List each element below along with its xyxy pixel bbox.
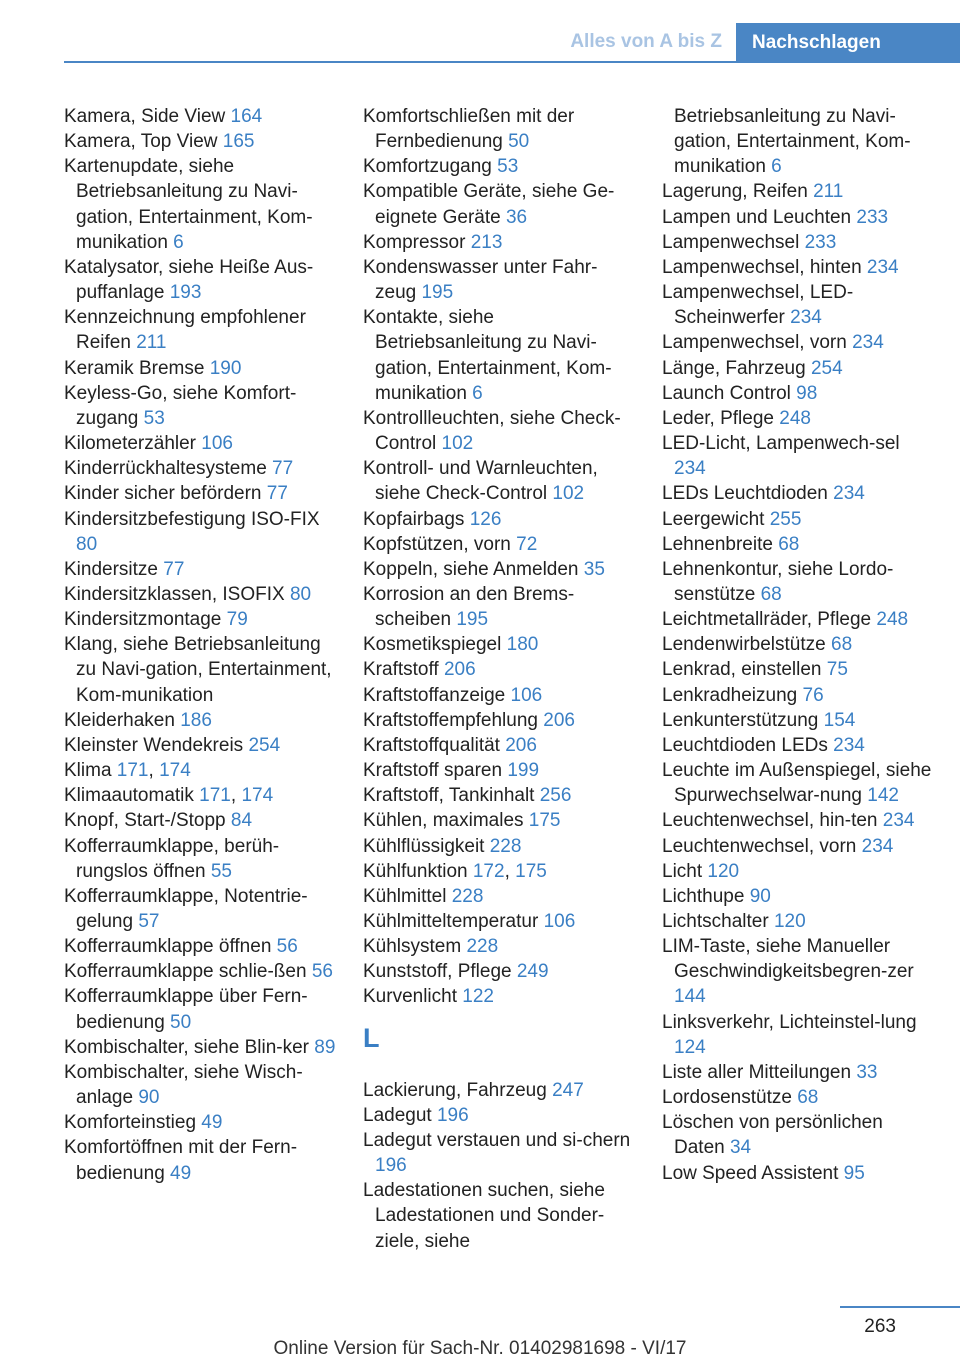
index-entry bbox=[662, 104, 934, 179]
page-reference-link[interactable]: 77 bbox=[266, 483, 288, 505]
index-term: Keramik Bremse bbox=[64, 357, 210, 379]
page-reference-link[interactable]: 90 bbox=[749, 885, 771, 907]
index-entry bbox=[64, 129, 336, 154]
index-term: Kopfairbags bbox=[363, 508, 470, 530]
page-reference-link[interactable]: 68 bbox=[831, 634, 853, 656]
index-term: Kraftstoff sparen bbox=[363, 760, 508, 782]
page-reference-link[interactable]: 72 bbox=[516, 533, 538, 555]
index-term: Kindersitzmontage bbox=[64, 609, 227, 631]
index-term: Leuchte im Außenspiegel, siehe Spurwechselwar-nung bbox=[662, 760, 932, 807]
header-chapter-tab: Nachschlagen bbox=[736, 23, 960, 63]
page-reference-link[interactable]: 68 bbox=[797, 1087, 819, 1109]
page-reference-link[interactable]: 120 bbox=[707, 860, 740, 882]
index-entry: Klima 171, 174 bbox=[64, 760, 191, 782]
index-term: Klimaautomatik bbox=[64, 785, 200, 807]
index-entry bbox=[662, 356, 934, 381]
page-reference-link[interactable]: 206 bbox=[505, 734, 537, 756]
index-entry bbox=[363, 808, 635, 833]
index-entry bbox=[662, 683, 934, 708]
index-entry bbox=[64, 481, 336, 506]
page-reference-link[interactable]: 164 bbox=[230, 106, 263, 127]
page-reference-link[interactable]: 174 bbox=[159, 760, 191, 782]
index-entry bbox=[363, 406, 635, 456]
page-reference-link[interactable]: 56 bbox=[311, 961, 333, 983]
index-term: Lehnenkontur, siehe Lordo-senstütze bbox=[662, 558, 894, 605]
page-reference-link[interactable]: 126 bbox=[469, 508, 502, 530]
index-term: Kraftstoffqualität bbox=[363, 734, 506, 756]
page-reference-link[interactable]: 206 bbox=[543, 709, 575, 731]
page-reference-link[interactable]: 106 bbox=[543, 911, 576, 932]
page-number-rule bbox=[840, 1306, 960, 1308]
index-term: Kombischalter, siehe Blin-ker bbox=[64, 1036, 315, 1058]
index-entry bbox=[662, 280, 934, 330]
index-term: Kurvenlicht bbox=[363, 986, 463, 1008]
index-term: Kontakte, siehe Betriebsanleitung zu Navi-gation, Entertainment, Kom-munikation bbox=[363, 307, 612, 404]
page-reference-link[interactable]: 196 bbox=[375, 1155, 407, 1177]
page-reference-link[interactable]: 49 bbox=[201, 1112, 223, 1134]
index-entry bbox=[363, 154, 635, 179]
page-reference-link[interactable]: 180 bbox=[506, 634, 539, 656]
index-term: Kraftstoff, Tankinhalt bbox=[363, 785, 540, 807]
page-reference-link[interactable]: 55 bbox=[210, 860, 232, 882]
page-reference-link[interactable]: 171 bbox=[199, 785, 231, 807]
page-reference-link[interactable]: 234 bbox=[852, 332, 884, 354]
page-reference-link[interactable]: 254 bbox=[248, 734, 281, 756]
index-entry bbox=[363, 179, 635, 229]
index-entry bbox=[662, 1085, 934, 1110]
index-column-1 bbox=[64, 104, 336, 1186]
index-entry bbox=[662, 330, 934, 355]
page-reference-link[interactable]: 255 bbox=[769, 508, 802, 530]
index-letter-heading: L bbox=[363, 1022, 380, 1053]
index-entry bbox=[64, 356, 336, 381]
index-entry bbox=[662, 657, 934, 682]
index-entry bbox=[662, 481, 934, 506]
index-term: Kindersitze bbox=[64, 558, 164, 580]
index-entry bbox=[662, 934, 934, 1009]
page-reference-link[interactable]: 234 bbox=[833, 734, 865, 756]
page-reference-link[interactable]: 206 bbox=[443, 659, 476, 681]
index-term: Knopf, Start-/Stopp bbox=[64, 810, 231, 832]
page-reference-link[interactable]: 68 bbox=[778, 533, 800, 555]
index-term: Kraftstoffempfehlung bbox=[363, 709, 544, 731]
index-term: Ladegut bbox=[363, 1104, 437, 1126]
page-reference-link[interactable]: 234 bbox=[861, 835, 894, 857]
index-term: Leuchtenwechsel, vorn bbox=[662, 835, 862, 857]
page-reference-link[interactable]: 234 bbox=[833, 483, 865, 505]
index-term: Lampenwechsel, LED-Scheinwerfer bbox=[662, 282, 854, 329]
index-entry bbox=[64, 632, 336, 707]
index-entry bbox=[64, 431, 336, 456]
index-entry bbox=[662, 733, 934, 758]
index-entry bbox=[64, 1110, 336, 1135]
index-entry bbox=[64, 557, 336, 582]
index-term: Kofferraumklappe schlie-ßen bbox=[64, 961, 312, 983]
index-entry: Klimaautomatik 171, 174 bbox=[64, 785, 274, 807]
index-term: Kunststoff, Pflege bbox=[363, 961, 517, 983]
index-term: Kühlen, maximales bbox=[363, 810, 529, 832]
index-entry bbox=[363, 456, 635, 506]
index-column-2 bbox=[363, 104, 635, 1254]
page-reference-link[interactable]: 53 bbox=[143, 407, 165, 429]
index-entry bbox=[662, 758, 934, 808]
page-reference-link[interactable]: 33 bbox=[856, 1061, 878, 1083]
index-term: Lampenwechsel, vorn bbox=[662, 332, 853, 354]
index-term: Kompressor bbox=[363, 231, 471, 253]
index-term: Lampenwechsel bbox=[662, 231, 805, 253]
index-entry bbox=[662, 1161, 934, 1186]
page-reference-link[interactable]: 228 bbox=[451, 885, 484, 907]
index-term: Lichthupe bbox=[662, 885, 750, 907]
page-reference-link[interactable]: 102 bbox=[441, 433, 474, 455]
page-reference-link[interactable]: 154 bbox=[823, 709, 856, 731]
index-entry bbox=[363, 104, 635, 154]
page-reference-link[interactable]: 256 bbox=[539, 785, 572, 807]
index-entry bbox=[64, 456, 336, 481]
header-section-title: Alles von A bis Z bbox=[570, 31, 722, 52]
index-term: Kraftstoffanzeige bbox=[363, 684, 511, 706]
page-reference-link[interactable]: 35 bbox=[583, 558, 605, 580]
index-entry bbox=[64, 1060, 336, 1110]
page-reference-link[interactable]: 36 bbox=[505, 206, 528, 228]
index-entry bbox=[363, 758, 635, 783]
index-entry bbox=[363, 255, 635, 305]
index-entry bbox=[662, 507, 934, 532]
page-reference-link[interactable]: 211 bbox=[136, 332, 167, 354]
index-term: Kleinster Wendekreis bbox=[64, 734, 249, 756]
index-entry bbox=[363, 507, 635, 532]
page-header bbox=[0, 0, 960, 64]
page-reference-link[interactable]: 49 bbox=[170, 1162, 192, 1184]
index-term: Leuchtdioden LEDs bbox=[662, 734, 834, 756]
index-term: Kinder sicher befördern bbox=[64, 483, 267, 505]
page-reference-link[interactable]: 248 bbox=[876, 609, 909, 631]
index-entry bbox=[662, 632, 934, 657]
index-term: Lenkradheizung bbox=[662, 684, 803, 706]
index-term: Kofferraumklappe, berüh-rungslos öffnen bbox=[64, 835, 280, 882]
index-term: Komforteinstieg bbox=[64, 1112, 202, 1134]
index-term: Komfortschließen mit der Fernbedienung bbox=[363, 106, 575, 153]
index-term: Lichtschalter bbox=[662, 911, 774, 932]
index-term: Kosmetikspiegel bbox=[363, 634, 507, 656]
page-reference-link[interactable]: 195 bbox=[421, 282, 454, 304]
index-column-3 bbox=[662, 104, 934, 1186]
index-term: Lagerung, Reifen bbox=[662, 181, 814, 203]
index-entry bbox=[363, 959, 635, 984]
page-reference-link[interactable]: 249 bbox=[516, 961, 549, 983]
index-term: Kamera, Side View bbox=[64, 106, 231, 127]
page-reference-link[interactable]: 106 bbox=[510, 684, 543, 706]
page-reference-link[interactable]: 84 bbox=[230, 810, 253, 832]
page-reference-link[interactable]: 122 bbox=[462, 986, 494, 1008]
index-entry bbox=[662, 1110, 934, 1160]
index-entry bbox=[662, 607, 934, 632]
page-reference-link[interactable]: 175 bbox=[528, 810, 561, 832]
index-term: Klima bbox=[64, 760, 117, 782]
index-term: Kindersitzklassen, ISOFIX bbox=[64, 583, 290, 605]
page-reference-link[interactable]: 50 bbox=[170, 1011, 192, 1033]
index-term: Komfortzugang bbox=[363, 156, 498, 178]
index-term: Kofferraumklappe öffnen bbox=[64, 936, 277, 958]
index-entry bbox=[662, 1060, 934, 1085]
index-term: Komfortöffnen mit der Fern-bedienung bbox=[64, 1137, 298, 1184]
index-entry bbox=[662, 708, 934, 733]
index-entry bbox=[363, 1103, 635, 1128]
page-reference-link[interactable]: 228 bbox=[489, 835, 522, 857]
index-entry bbox=[363, 532, 635, 557]
page-reference-link[interactable]: 57 bbox=[138, 911, 160, 932]
index-term: Betriebsanleitung zu Navi-gation, Entertainment, Kom-munikation bbox=[674, 106, 911, 178]
index-term: Kühlflüssigkeit bbox=[363, 835, 490, 857]
index-term: Kühlmittel bbox=[363, 885, 452, 907]
index-term: Low Speed Assistent bbox=[662, 1162, 844, 1184]
page-reference-link[interactable]: 56 bbox=[276, 936, 298, 958]
page-reference-link[interactable]: 106 bbox=[201, 433, 233, 455]
page-reference-link[interactable]: 75 bbox=[826, 659, 848, 681]
index-entry bbox=[662, 179, 934, 204]
index-term: Kamera, Top View bbox=[64, 131, 223, 153]
page-reference-link[interactable]: 211 bbox=[813, 181, 844, 203]
index-term: Lackierung, Fahrzeug bbox=[363, 1079, 553, 1101]
index-term: Leuchtenwechsel, hin-ten bbox=[662, 810, 883, 832]
index-term: Lampen und Leuchten bbox=[662, 206, 857, 228]
index-term: Kleiderhaken bbox=[64, 709, 181, 731]
index-entry bbox=[64, 582, 336, 607]
index-term: Kartenupdate, siehe Betriebsanleitung zu Navi-gation, Entertainment, Kom-munikation bbox=[64, 156, 313, 253]
page-reference-link[interactable]: 6 bbox=[771, 156, 782, 178]
index-term: Katalysator, siehe Heiße Aus-puffanlage bbox=[64, 256, 314, 304]
index-entry bbox=[64, 507, 336, 557]
index-entry bbox=[662, 834, 934, 859]
index-term: Lendenwirbelstütze bbox=[662, 634, 831, 656]
index-entry bbox=[64, 154, 336, 255]
page-reference-link[interactable]: 142 bbox=[867, 785, 899, 807]
index-term: Ladegut verstauen und si-chern bbox=[363, 1129, 631, 1151]
index-entry bbox=[64, 884, 336, 934]
page-reference-link[interactable]: 172 bbox=[472, 860, 505, 882]
page-reference-link[interactable]: 195 bbox=[456, 609, 489, 631]
page-reference-link[interactable]: 124 bbox=[674, 1036, 706, 1058]
page-reference-link[interactable]: 34 bbox=[729, 1137, 752, 1159]
index-term: Kondenswasser unter Fahr-zeug bbox=[363, 256, 598, 304]
index-term: Launch Control bbox=[662, 382, 797, 404]
page-reference-link[interactable]: 79 bbox=[226, 609, 248, 631]
page-reference-link[interactable]: 234 bbox=[674, 458, 706, 480]
index-term: Kraftstoff bbox=[363, 659, 444, 681]
index-entry bbox=[64, 607, 336, 632]
index-term: Liste aller Mitteilungen bbox=[662, 1061, 857, 1083]
index-term: Kühlfunktion bbox=[363, 860, 473, 882]
index-term: Kennzeichnung empfohlener Reifen bbox=[64, 307, 306, 354]
index-term: Lenkunterstützung bbox=[662, 709, 824, 731]
index-term: Klang, siehe Betriebsanleitung zu Navi-gation, Entertainment, Kom-munikation bbox=[64, 634, 332, 706]
index-term: Kilometerzähler bbox=[64, 433, 202, 455]
index-term: Licht bbox=[662, 860, 708, 882]
page-reference-link[interactable]: 120 bbox=[773, 911, 806, 932]
page-reference-link[interactable]: 102 bbox=[552, 483, 585, 505]
index-entry bbox=[662, 859, 934, 884]
page-reference-link[interactable]: 6 bbox=[472, 382, 483, 404]
index-term: Lampenwechsel, hinten bbox=[662, 256, 867, 278]
page-reference-link[interactable]: 213 bbox=[470, 231, 503, 253]
index-entry bbox=[662, 1010, 934, 1060]
index-term: LIM-Taste, siehe Manueller Geschwindigkeitsbegren-zer bbox=[662, 936, 914, 983]
page-reference-link[interactable]: 175 bbox=[515, 860, 547, 882]
page-reference-link[interactable]: 174 bbox=[241, 785, 274, 807]
page-reference-link[interactable]: 199 bbox=[507, 760, 540, 782]
index-entry bbox=[363, 557, 635, 582]
index-term: Leergewicht bbox=[662, 508, 770, 530]
index-entry bbox=[363, 657, 635, 682]
page-reference-link[interactable]: 98 bbox=[796, 382, 818, 404]
index-entry bbox=[363, 934, 635, 959]
index-entry bbox=[363, 783, 635, 808]
index-entry bbox=[64, 708, 336, 733]
index-term: Kompatible Geräte, siehe Ge-eignete Geräte bbox=[363, 181, 615, 228]
index-entry bbox=[64, 733, 336, 758]
page-reference-link[interactable]: 248 bbox=[779, 407, 811, 429]
index-entry bbox=[64, 808, 336, 833]
index-entry bbox=[662, 808, 934, 833]
index-entry bbox=[363, 834, 635, 859]
index-entry bbox=[363, 884, 635, 909]
index-entry bbox=[662, 381, 934, 406]
page-reference-link[interactable]: 165 bbox=[222, 131, 255, 153]
page-reference-link[interactable]: 233 bbox=[804, 231, 837, 253]
page-reference-link[interactable]: 77 bbox=[163, 558, 185, 580]
index-entry bbox=[64, 834, 336, 884]
page-reference-link[interactable]: 247 bbox=[552, 1079, 584, 1101]
index-term: Keyless-Go, siehe Komfort-zugang bbox=[64, 382, 297, 429]
page-reference-link[interactable]: 80 bbox=[289, 583, 312, 605]
index-entry bbox=[662, 884, 934, 909]
page-reference-link[interactable]: 233 bbox=[856, 206, 889, 228]
index-term: Kontrollleuchten, siehe Check-Control bbox=[363, 407, 621, 455]
index-entry bbox=[363, 1078, 635, 1103]
index-entry: Kühlfunktion 172, 175 bbox=[363, 860, 547, 882]
index-term: Kopfstützen, vorn bbox=[363, 533, 517, 555]
page-reference-link[interactable]: 90 bbox=[138, 1087, 160, 1109]
index-term: Leichtmetallräder, Pflege bbox=[662, 609, 877, 631]
page-reference-link[interactable]: 171 bbox=[116, 760, 149, 782]
index-term: LEDs Leuchtdioden bbox=[662, 483, 834, 505]
page-reference-link[interactable]: 234 bbox=[866, 256, 899, 278]
index-entry bbox=[64, 1135, 336, 1185]
page-reference-link[interactable]: 186 bbox=[180, 709, 212, 731]
index-term: Kindersitzbefestigung ISO-FIX bbox=[64, 508, 320, 530]
page-reference-link[interactable]: 193 bbox=[169, 282, 202, 304]
page-reference-link[interactable]: 68 bbox=[760, 583, 782, 605]
online-version-footer: Online Version für Sach-Nr. 01402981698 - VI/17 bbox=[273, 1338, 687, 1359]
index-term: Linksverkehr, Lichteinstel-lung bbox=[662, 1011, 917, 1033]
index-entry bbox=[363, 1128, 635, 1178]
index-entry bbox=[64, 959, 336, 984]
index-entry bbox=[363, 733, 635, 758]
index-term: Kofferraumklappe, Notentrie-gelung bbox=[64, 885, 308, 932]
index-term: Ladestationen suchen, siehe Ladestationen und Sonder-ziele, siehe bbox=[363, 1180, 605, 1252]
page-reference-link[interactable]: 50 bbox=[508, 131, 530, 153]
page-reference-link[interactable]: 77 bbox=[272, 458, 294, 480]
index-entry bbox=[64, 984, 336, 1034]
index-term: Korrosion an den Brems-scheiben bbox=[363, 583, 575, 631]
index-entry bbox=[64, 255, 336, 305]
page-reference-link[interactable]: 228 bbox=[466, 936, 499, 958]
page-number: 263 bbox=[864, 1316, 896, 1337]
index-entry bbox=[64, 934, 336, 959]
page-reference-link[interactable]: 196 bbox=[436, 1104, 469, 1126]
page-reference-link[interactable]: 95 bbox=[843, 1162, 865, 1184]
index-entry bbox=[64, 1035, 336, 1060]
index-entry bbox=[662, 431, 934, 481]
page-reference-link[interactable]: 144 bbox=[674, 986, 706, 1008]
page-reference-link[interactable]: 234 bbox=[790, 307, 822, 329]
index-entry bbox=[662, 255, 934, 280]
index-term: LED-Licht, Lampenwech-sel bbox=[662, 433, 900, 455]
index-term: Leder, Pflege bbox=[662, 407, 780, 429]
index-entry bbox=[662, 557, 934, 607]
index-entry bbox=[662, 406, 934, 431]
page-reference-link[interactable]: 190 bbox=[209, 357, 242, 379]
index-term: Kombischalter, siehe Wisch-anlage bbox=[64, 1061, 303, 1109]
page-reference-link[interactable]: 234 bbox=[882, 810, 915, 832]
index-entry bbox=[64, 381, 336, 431]
page-reference-link[interactable]: 53 bbox=[497, 156, 519, 178]
index-entry bbox=[662, 230, 934, 255]
index-term: Kühlsystem bbox=[363, 936, 467, 958]
index-entry bbox=[64, 104, 336, 129]
page-reference-link[interactable]: 89 bbox=[314, 1036, 336, 1058]
index-term: Koppeln, siehe Anmelden bbox=[363, 558, 584, 580]
index-entry bbox=[363, 582, 635, 632]
index-term: Lenkrad, einstellen bbox=[662, 659, 827, 681]
index-entry bbox=[363, 1178, 635, 1253]
page-reference-link[interactable]: 80 bbox=[76, 533, 98, 555]
index-term: Länge, Fahrzeug bbox=[662, 357, 811, 379]
page-reference-link[interactable]: 76 bbox=[802, 684, 824, 706]
index-entry bbox=[363, 984, 635, 1009]
index-term: Kofferraumklappe über Fern-bedienung bbox=[64, 986, 308, 1033]
index-term: Kühlmitteltemperatur bbox=[363, 911, 544, 932]
index-entry bbox=[363, 909, 635, 934]
index-entry bbox=[363, 632, 635, 657]
index-term: Kinderrückhaltesysteme bbox=[64, 458, 273, 480]
index-entry bbox=[662, 205, 934, 230]
index-entry bbox=[363, 305, 635, 406]
index-entry bbox=[662, 909, 934, 934]
index-term: Löschen von persönlichen Daten bbox=[662, 1112, 883, 1159]
index-term: Kontroll- und Warnleuchten, siehe Check-Control bbox=[363, 458, 598, 505]
page-reference-link[interactable]: 6 bbox=[173, 231, 184, 253]
index-entry bbox=[363, 708, 635, 733]
index-entry bbox=[662, 532, 934, 557]
index-entry bbox=[363, 683, 635, 708]
index-entry bbox=[363, 230, 635, 255]
page-reference-link[interactable]: 254 bbox=[810, 357, 843, 379]
index-entry bbox=[64, 305, 336, 355]
index-term: Lordosenstütze bbox=[662, 1087, 798, 1109]
index-term: Lehnenbreite bbox=[662, 533, 779, 555]
